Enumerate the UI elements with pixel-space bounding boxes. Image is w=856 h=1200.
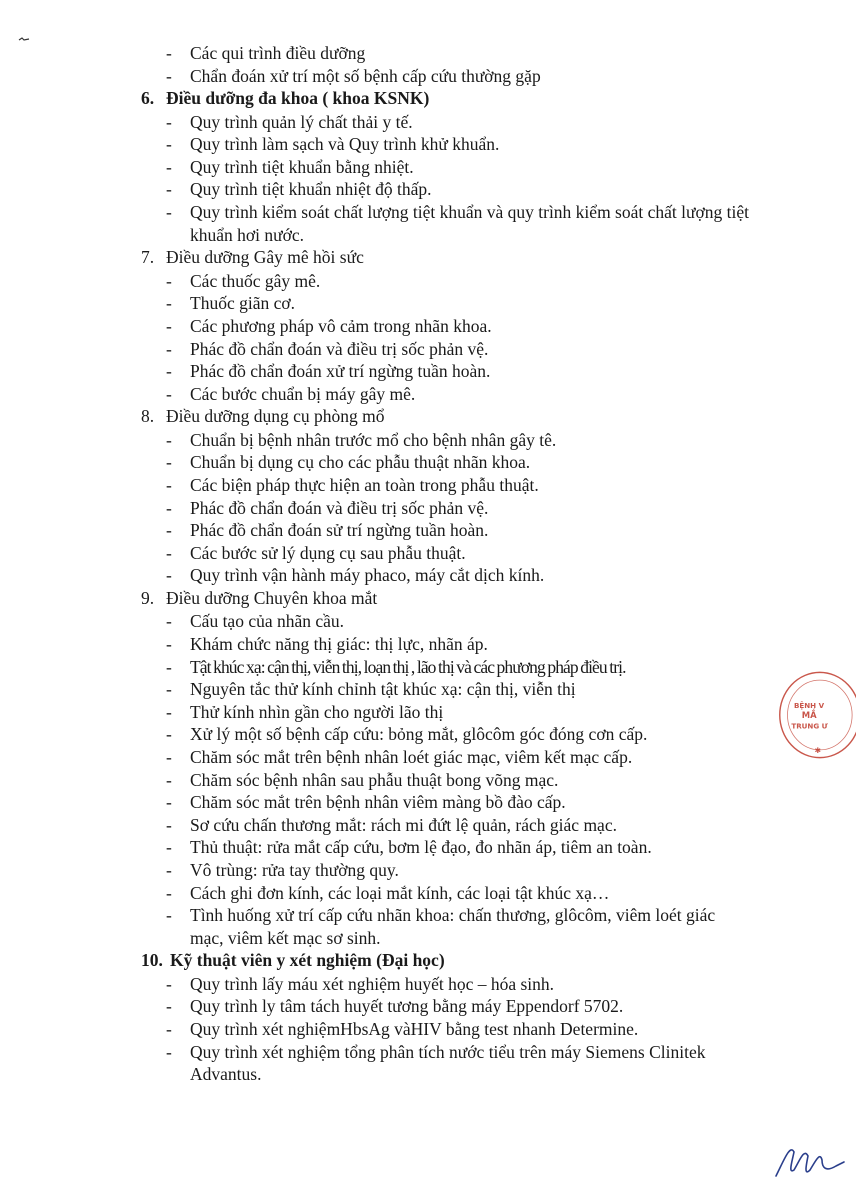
list-item: - Thử kính nhìn gần cho người lão thị	[166, 701, 444, 722]
list-item: - Các phương pháp vô cảm trong nhãn khoa.	[166, 315, 492, 336]
bullet-dash-icon: -	[166, 837, 172, 858]
bullet-dash-icon: -	[166, 769, 172, 790]
stamp-star-icon: ✱	[814, 746, 822, 756]
signature-icon	[770, 1130, 850, 1190]
bullet-dash-icon: -	[166, 656, 172, 677]
bullet-dash-icon: -	[166, 383, 172, 404]
intro-list	[141, 42, 781, 87]
section-7-heading: 7. Điều dưỡng Gây mê hồi sức	[141, 247, 364, 268]
bullet-dash-icon: -	[166, 973, 172, 994]
list-item: - Khám chức năng thị giác: thị lực, nhãn áp.	[166, 634, 488, 655]
bullet-dash-icon: -	[166, 43, 172, 63]
list-item: - Xử lý một số bệnh cấp cứu: bỏng mắt, glôcôm góc đóng cơn cấp.	[166, 724, 648, 745]
bullet-dash-icon: -	[166, 361, 172, 382]
bullet-dash-icon: -	[166, 542, 172, 563]
list-item: - Sơ cứu chấn thương mắt: rách mi đứt lệ quản, rách giác mạc.	[166, 814, 617, 835]
bullet-dash-icon: -	[166, 747, 172, 768]
section-9-heading: 9. Điều dưỡng Chuyên khoa mắt	[141, 587, 378, 608]
section-8-list	[141, 429, 781, 587]
list-item: - Quy trình xét nghiệmHbsAg vàHIV bằng test nhanh Determine.	[166, 1019, 639, 1040]
stamp-text-line-3: TRUNG Ư	[791, 721, 828, 731]
list-item: - Các bước sử lý dụng cụ sau phẫu thuật.	[166, 542, 466, 563]
bullet-dash-icon: -	[166, 634, 172, 655]
section-10-list	[141, 973, 781, 1086]
bullet-dash-icon: -	[166, 179, 172, 200]
list-item: - Nguyên tắc thử kính chỉnh tật khúc xạ: cận thị, viễn thị	[166, 679, 576, 700]
document-content	[141, 42, 781, 1086]
list-item: - Tình huống xử trí cấp cứu nhãn khoa: chấn thương, glôcôm, viêm loét giác mạc, viêm kết mạc sơ sinh.	[166, 905, 716, 948]
list-item: - Chăm sóc mắt trên bệnh nhân loét giác mạc, viêm kết mạc cấp.	[166, 747, 633, 768]
list-item: - Quy trình xét nghiệm tổng phân tích nước tiểu trên máy Siemens Clinitek Advantus.	[166, 1041, 706, 1085]
list-item: - Chẩn đoán xử trí một số bệnh cấp cứu thường gặp	[166, 65, 541, 86]
bullet-dash-icon: -	[166, 611, 172, 632]
list-item: - Vô trùng: rửa tay thường quy.	[166, 860, 399, 880]
list-item: - Phác đồ chẩn đoán và điều trị sốc phản vệ.	[166, 497, 489, 518]
bullet-dash-icon: -	[166, 679, 172, 700]
stamp-text-line-1: BỆNH V	[793, 700, 825, 710]
list-item: - Quy trình làm sạch và Quy trình khử khuẩn.	[166, 134, 500, 155]
list-item: - Tật khúc xạ: cận thị, viễn thị, loạn thị , lão thị và các phương pháp điều trị.	[166, 656, 626, 677]
list-item: - Chuẩn bị bệnh nhân trước mổ cho bệnh nhân gây tê.	[166, 429, 557, 450]
bullet-dash-icon: -	[166, 905, 172, 926]
bullet-dash-icon: -	[166, 270, 172, 291]
bullet-dash-icon: -	[166, 996, 172, 1017]
bullet-dash-icon: -	[166, 860, 172, 880]
bullet-dash-icon: -	[166, 452, 172, 473]
list-item: - Cách ghi đơn kính, các loại mắt kính, các loại tật khúc xạ…	[166, 882, 610, 903]
list-item: - Chăm sóc bệnh nhân sau phẫu thuật bong võng mạc.	[166, 769, 559, 790]
list-item: - Phác đồ chẩn đoán và điều trị sốc phản vệ.	[166, 338, 489, 359]
bullet-dash-icon: -	[166, 792, 172, 813]
list-item: - Quy trình quản lý chất thải y tế.	[166, 111, 413, 132]
stamp-text-line-2: MẮ	[801, 710, 817, 721]
list-item: - Chăm sóc mắt trên bệnh nhân viêm màng bồ đào cấp.	[166, 792, 566, 813]
bullet-dash-icon: -	[166, 724, 172, 745]
bullet-dash-icon: -	[166, 111, 172, 132]
section-9-list	[141, 610, 781, 949]
bullet-dash-icon: -	[166, 429, 172, 450]
list-item: - Thuốc giãn cơ.	[166, 293, 295, 314]
list-item: - Quy trình ly tâm tách huyết tương bằng máy Eppendorf 5702.	[166, 996, 624, 1017]
bullet-dash-icon: -	[166, 1019, 172, 1040]
bullet-dash-icon: -	[166, 475, 172, 495]
bullet-dash-icon: -	[166, 315, 172, 336]
bullet-dash-icon: -	[166, 814, 172, 835]
bullet-dash-icon: -	[166, 520, 172, 541]
list-item: - Quy trình lấy máu xét nghiệm huyết học – hóa sinh.	[166, 973, 555, 994]
list-item: - Chuẩn bị dụng cụ cho các phẫu thuật nhãn khoa.	[166, 452, 531, 473]
bullet-dash-icon: -	[166, 338, 172, 359]
bullet-dash-icon: -	[166, 565, 172, 586]
list-item: - Các qui trình điều dưỡng	[166, 43, 366, 63]
list-item: - Các biện pháp thực hiện an toàn trong phẫu thuật.	[166, 475, 539, 495]
list-item: - Cấu tạo của nhãn cầu.	[166, 611, 345, 632]
section-6-list	[141, 111, 781, 247]
section-6-heading: 6. Điều dưỡng đa khoa ( khoa KSNK)	[141, 88, 430, 109]
list-item: - Quy trình kiểm soát chất lượng tiệt khuẩn và quy trình kiểm soát chất lượng tiệt khuẩn hơi nước.	[166, 202, 749, 245]
section-8-heading: 8. Điều dưỡng dụng cụ phòng mổ	[141, 406, 385, 427]
list-item: - Quy trình vận hành máy phaco, máy cắt dịch kính.	[166, 565, 545, 586]
list-item: - Thủ thuật: rửa mắt cấp cứu, bơm lệ đạo, đo nhãn áp, tiêm an toàn.	[166, 837, 652, 858]
list-item: - Quy trình tiệt khuẩn bằng nhiệt.	[166, 156, 414, 177]
official-stamp-icon	[772, 640, 856, 790]
bullet-dash-icon: -	[166, 882, 172, 903]
bullet-dash-icon: -	[166, 1041, 172, 1062]
section-10-heading: 10. Kỹ thuật viên y xét nghiệm (Đại học)	[141, 950, 445, 971]
bullet-dash-icon: -	[166, 293, 172, 314]
scan-speck-mark	[18, 36, 30, 42]
bullet-dash-icon: -	[166, 134, 172, 155]
list-item: - Phác đồ chẩn đoán xử trí ngừng tuần hoàn.	[166, 361, 491, 382]
list-item: - Các thuốc gây mê.	[166, 270, 321, 291]
list-item: - Phác đồ chẩn đoán sử trí ngừng tuần hoàn.	[166, 520, 489, 541]
bullet-dash-icon: -	[166, 497, 172, 518]
list-item: - Các bước chuẩn bị máy gây mê.	[166, 383, 416, 404]
bullet-dash-icon: -	[166, 202, 172, 223]
bullet-dash-icon: -	[166, 65, 172, 86]
section-7-list	[141, 270, 781, 406]
bullet-dash-icon: -	[166, 156, 172, 177]
bullet-dash-icon: -	[166, 701, 172, 722]
list-item: - Quy trình tiệt khuẩn nhiệt độ thấp.	[166, 179, 432, 200]
